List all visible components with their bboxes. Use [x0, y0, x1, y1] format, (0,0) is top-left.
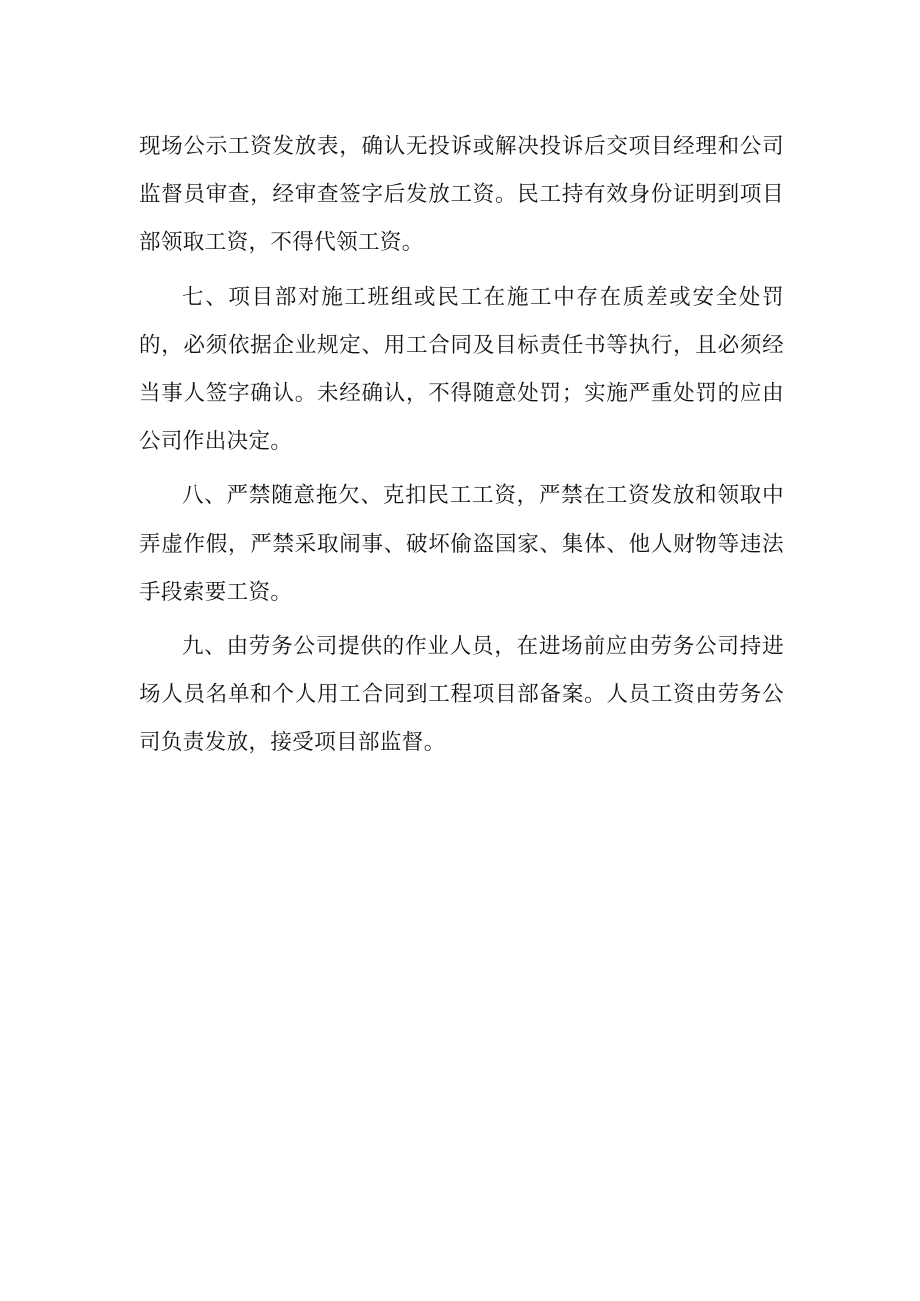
paragraph-continuation: 现场公示工资发放表，确认无投诉或解决投诉后交项目经理和公司监督员审查，经审查签字后发放工资。民工持有效身份证明到项目部领取工资，不得代领工资。 [139, 134, 784, 256]
document-body [139, 123, 784, 774]
paragraph-item-9: 九、由劳务公司提供的作业人员，在进场前应由劳务公司持进场人员名单和个人用工合同到工程项目部备案。人员工资由劳务公司负责发放，接受项目部监督。 [139, 634, 784, 756]
paragraph-item-7: 七、项目部对施工班组或民工在施工中存在质差或安全处罚的，必须依据企业规定、用工合同及目标责任书等执行，且必须经当事人签字确认。未经确认，不得随意处罚；实施严重处罚的应由公司作出决定。 [139, 284, 784, 455]
paragraph-item-8: 八、严禁随意拖欠、克扣民工工资，严禁在工资发放和领取中弄虚作假，严禁采取闹事、破坏偷盗国家、集体、他人财物等违法手段索要工资。 [139, 483, 784, 605]
